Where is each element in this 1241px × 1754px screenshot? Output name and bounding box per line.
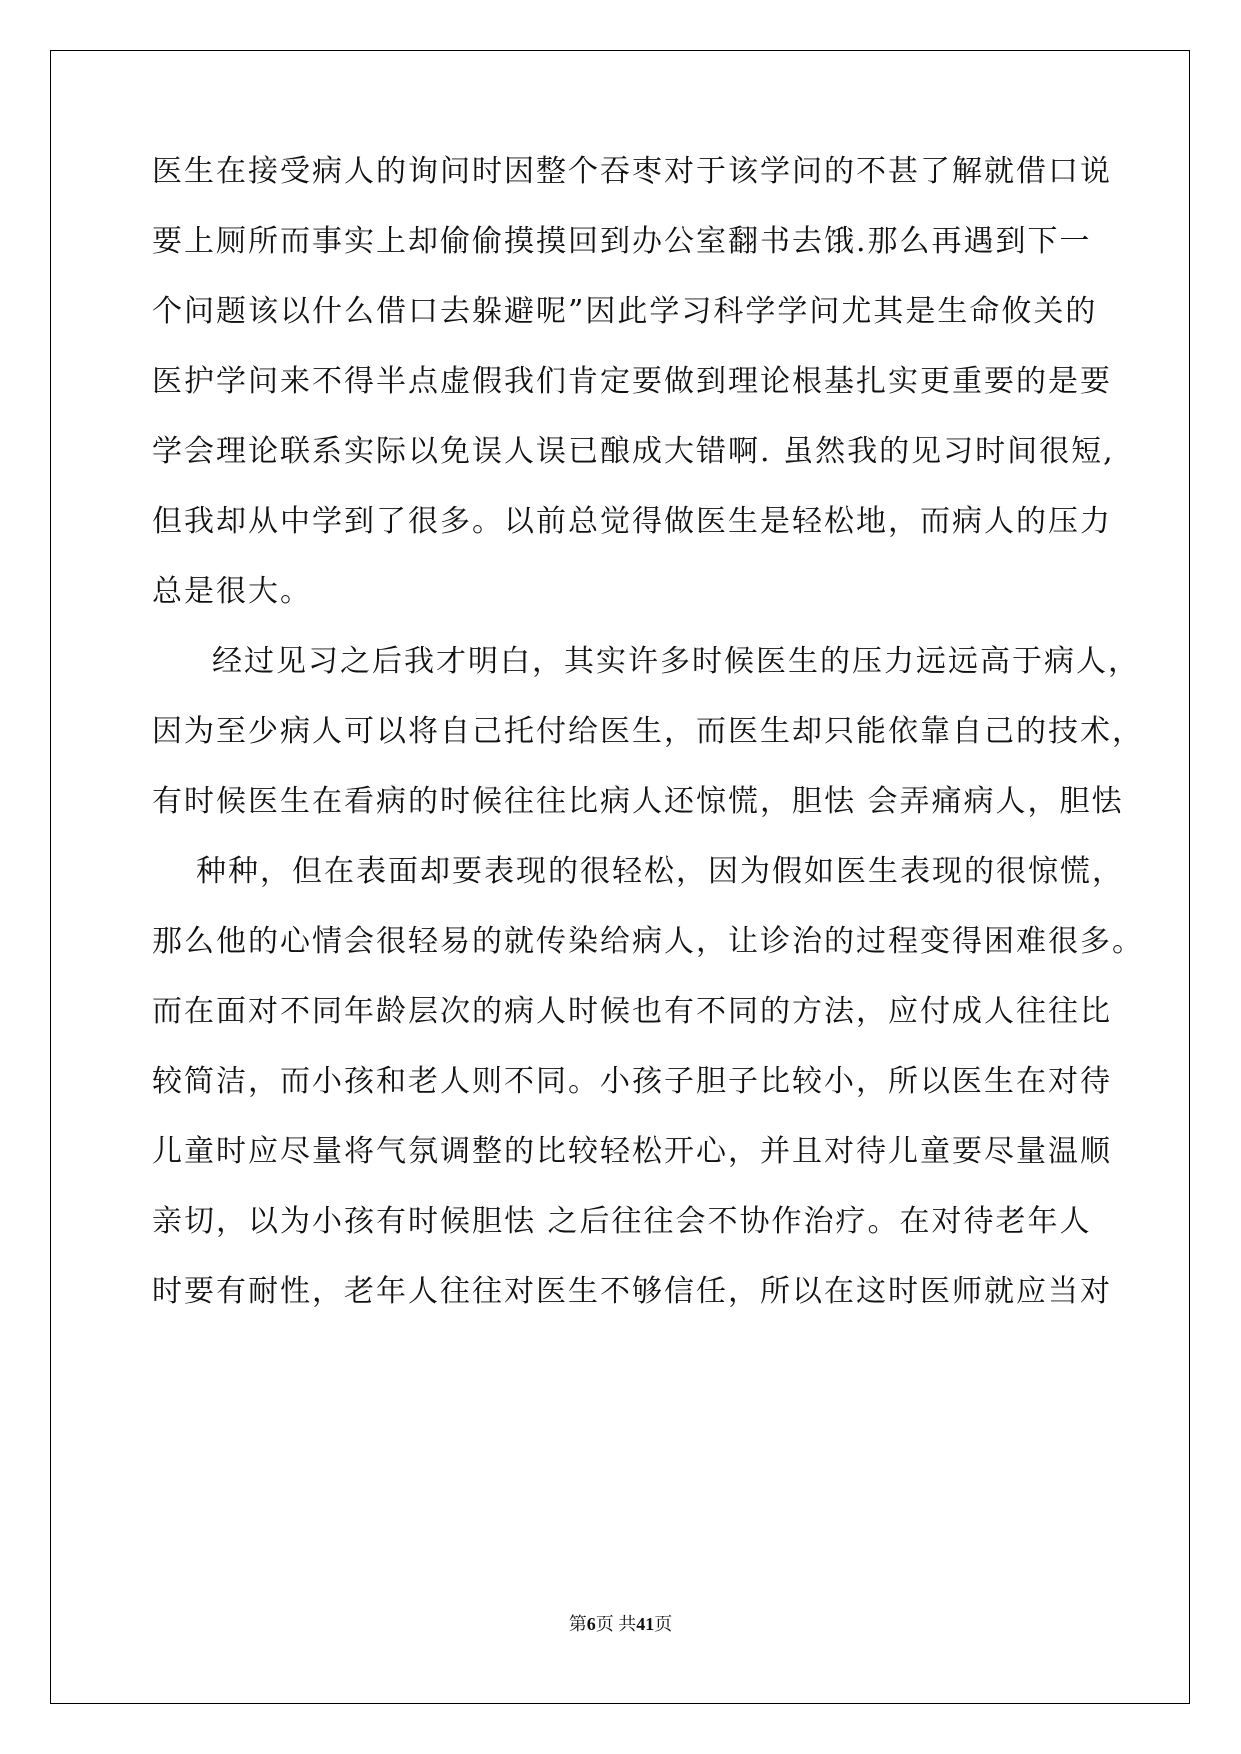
text-line-13: 而在面对不同年龄层次的病人时候也有不同的方法，应付成人往往比 (152, 994, 1112, 1029)
text-line-12: 那么他的心情会很轻易的就传染给病人，让诊治的过程变得困难很多。 (152, 924, 1144, 959)
text-line-10: 有时候医生在看病的时候往往比病人还惊慌，胆怯 会弄痛病人，胆怯 (152, 784, 1124, 819)
text-line-4: 医护学问来不得半点虚假我们肯定要做到理论根基扎实更重要的是要 (152, 364, 1112, 399)
text-line-8: 经过见习之后我才明白，其实许多时候医生的压力远远高于病人， (212, 644, 1140, 679)
text-line-2: 要上厕所而事实上却偷偷摸摸回到办公室翻书去饿.那么再遇到下一 (152, 224, 1092, 259)
text-line-14: 较简洁，而小孩和老人则不同。小孩子胆子比较小，所以医生在对待 (152, 1064, 1112, 1099)
footer-suffix: 页 (654, 1614, 673, 1634)
footer-prefix: 第 (568, 1614, 587, 1634)
text-line-9: 因为至少病人可以将自己托付给医生，而医生却只能依靠自己的技术， (152, 714, 1144, 749)
text-line-15: 儿童时应尽量将气氛调整的比较轻松开心，并且对待儿童要尽量温顺 (152, 1134, 1112, 1169)
footer-total-pages: 41 (636, 1614, 655, 1634)
footer-middle: 页 共 (595, 1614, 637, 1634)
page-footer (0, 1610, 1241, 1636)
text-line-17: 时要有耐性，老年人往往对医生不够信任，所以在这时医师就应当对 (152, 1274, 1112, 1309)
footer-page-number: 6 (586, 1614, 596, 1634)
text-line-3: 个问题该以什么借口去躲避呢”因此学习科学学问尤其是生命攸关的 (152, 294, 1098, 329)
text-line-5: 学会理论联系实际以免误人误已酿成大错啊. 虽然我的见习时间很短, (152, 434, 1115, 469)
text-line-6: 但我却从中学到了很多。以前总觉得做医生是轻松地，而病人的压力 (152, 504, 1112, 539)
text-line-16: 亲切，以为小孩有时候胆怯 之后往往会不协作治疗。在对待老年人 (152, 1204, 1092, 1239)
text-line-1: 医生在接受病人的询问时因整个吞枣对于该学问的不甚了解就借口说 (152, 154, 1112, 189)
text-line-11: 种种，但在表面却要表现的很轻松，因为假如医生表现的很惊慌， (196, 854, 1124, 889)
text-line-7: 总是很大。 (152, 574, 312, 609)
